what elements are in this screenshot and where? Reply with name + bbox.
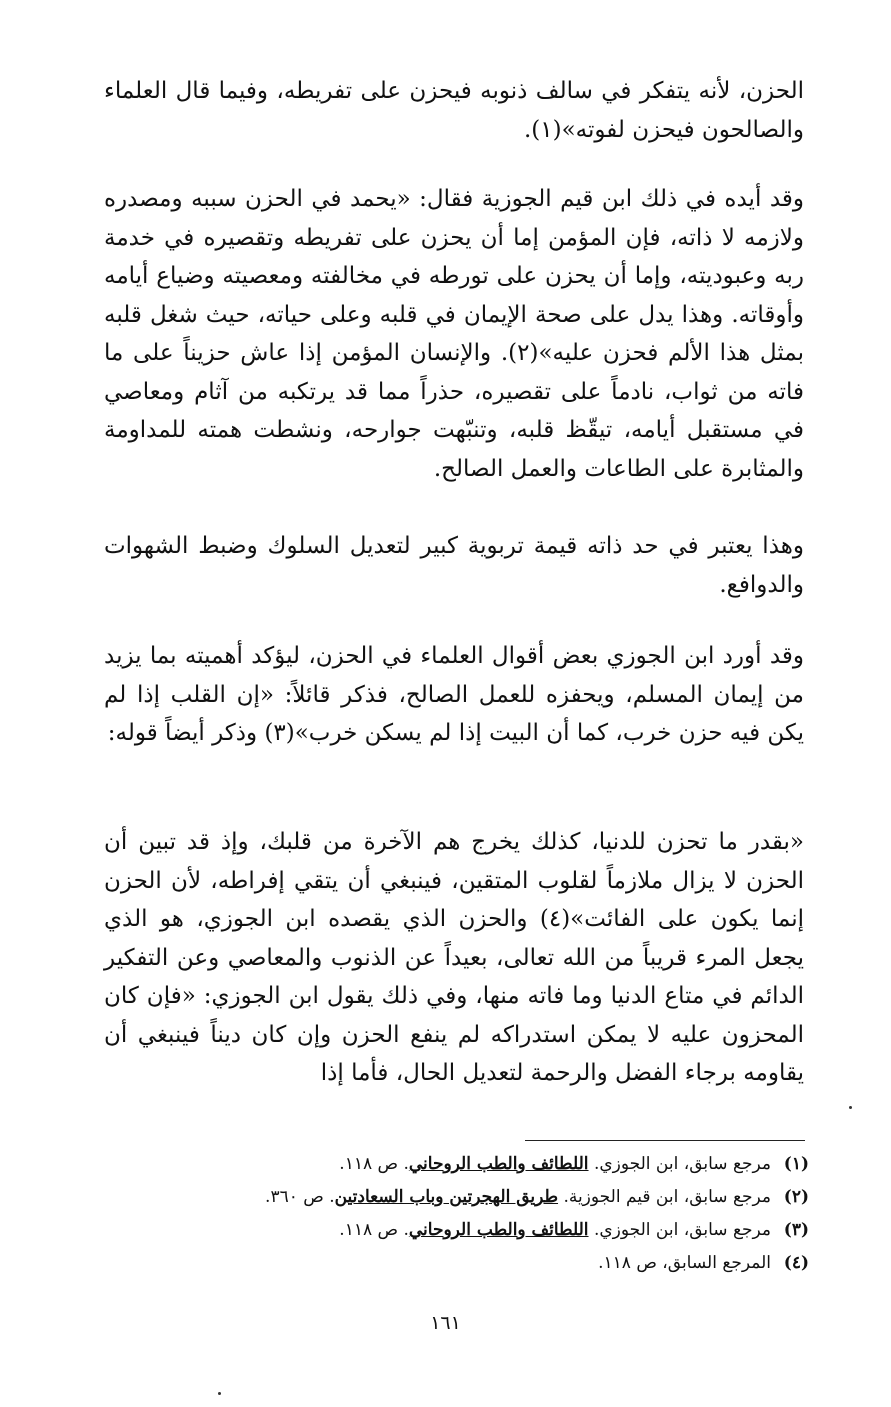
footnote-number: (١) [783,1154,809,1174]
footnote-2 [104,1181,809,1214]
body-paragraph-4 [104,637,804,753]
footnote-4 [104,1247,809,1280]
footnote-number: (٣) [783,1220,809,1240]
footnote-1 [104,1148,809,1181]
footnote-number: (٢) [783,1187,809,1207]
footnote-3 [104,1214,809,1247]
footnotes [104,1148,809,1280]
footnote-number: (٤) [783,1253,809,1273]
paragraph-text: «بقدر ما تحزن للدنيا، كذلك يخرج هم الآخرة من قلبك، وإذ قد تبين أن الحزن لا يزال ملازماً لقلوب المتقين، فينبغي أن يتقي إفراطه، لأن الحزن إنما يكون على الفائت»(٤) والحزن الذي يقصده ابن الجوزي، هو الذي يجعل المرء قريباً من الله تعالى، بعيداً عن الذنوب والمعاصي وعن التفكير الدائم في متاع الدنيا وما فاته منها، وفي ذلك يقول ابن الجوزي: «فإن كان المحزون عليه لا يمكن استدراكه لم ينفع الحزن وإن كان ديناً فينبغي أن يقاومه برجاء الفضل والرحمة لتعديل الحال، فأما إذا [104,829,805,1086]
footnote-reference [339,1214,771,1247]
footnote-source: مرجع سابق، ابن قيم الجوزية. [563,1187,771,1207]
footnote-divider [525,1140,805,1141]
footnote-reference [339,1148,771,1181]
paragraph-text: الحزن، لأنه يتفكر في سالف ذنوبه فيحزن على تفريطه، وفيما قال العلماء والصالحون فيحزن لفوته»(١). [104,78,804,143]
body-paragraph-5 [104,823,804,1093]
paragraph-text: وهذا يعتبر في حد ذاته قيمة تربوية كبير لتعديل السلوك وضبط الشهوات والدوافع. [104,533,804,598]
footnote-source: مرجع سابق، ابن الجوزي. [593,1154,771,1174]
footnote-page: . ص ٣٦٠. [265,1187,335,1207]
footnote-reference [598,1247,771,1280]
paragraph-text: وقد أيده في ذلك ابن قيم الجوزية فقال: «يحمد في الحزن سببه ومصدره ولازمه لا ذاته، فإن المؤمن إما أن يحزن على تفريطه وتقصيره في خدمة ربه وعبوديته، وإما أن يحزن على تورطه في مخالفته ومعصيته وضياع أيامه وأوقاته. وهذا يدل على صحة الإيمان في قلبه وعلى حياته، حيث شغل قلبه بمثل هذا الألم فحزن عليه»(٢). والإنسان المؤمن إذا عاش حزيناً على ما فاته من ثواب، نادماً على تقصيره، حذراً مما قد يرتكبه من آثام ومعاصي في مستقبل أيامه، تيقّظ قلبه، وتنبّهت جوارحه، ونشطت همته للمداومة والمثابرة على الطاعات والعمل الصالح. [104,186,804,482]
paragraph-text: وقد أورد ابن الجوزي بعض أقوال العلماء في الحزن، ليؤكد أهميته بما يزيد من إيمان المسلم، ويحفزه للعمل الصالح، فذكر قائلاً: «إن القلب إذا لم يكن فيه حزن خرب، كما أن البيت إذا لم يسكن خرب»(٣) وذكر أيضاً قوله: [104,643,804,746]
page-number: ١٦١ [430,1312,461,1334]
body-paragraph-3 [104,527,804,604]
body-paragraph-1 [104,72,804,149]
footnote-source: مرجع سابق، ابن الجوزي. [593,1220,771,1240]
footnote-book-title: اللطائف والطب الروحاني [408,1220,589,1240]
stray-mark [218,1392,221,1395]
footnote-source: المرجع السابق، ص ١١٨. [598,1253,771,1273]
footnote-page: . ص ١١٨. [339,1220,409,1240]
footnote-book-title: اللطائف والطب الروحاني [408,1154,589,1174]
footnote-page: . ص ١١٨. [339,1154,409,1174]
footnote-reference [265,1181,771,1214]
body-paragraph-2 [104,180,804,488]
stray-mark [849,1106,852,1109]
footnote-book-title: طريق الهجرتين وباب السعادتين [334,1187,559,1207]
